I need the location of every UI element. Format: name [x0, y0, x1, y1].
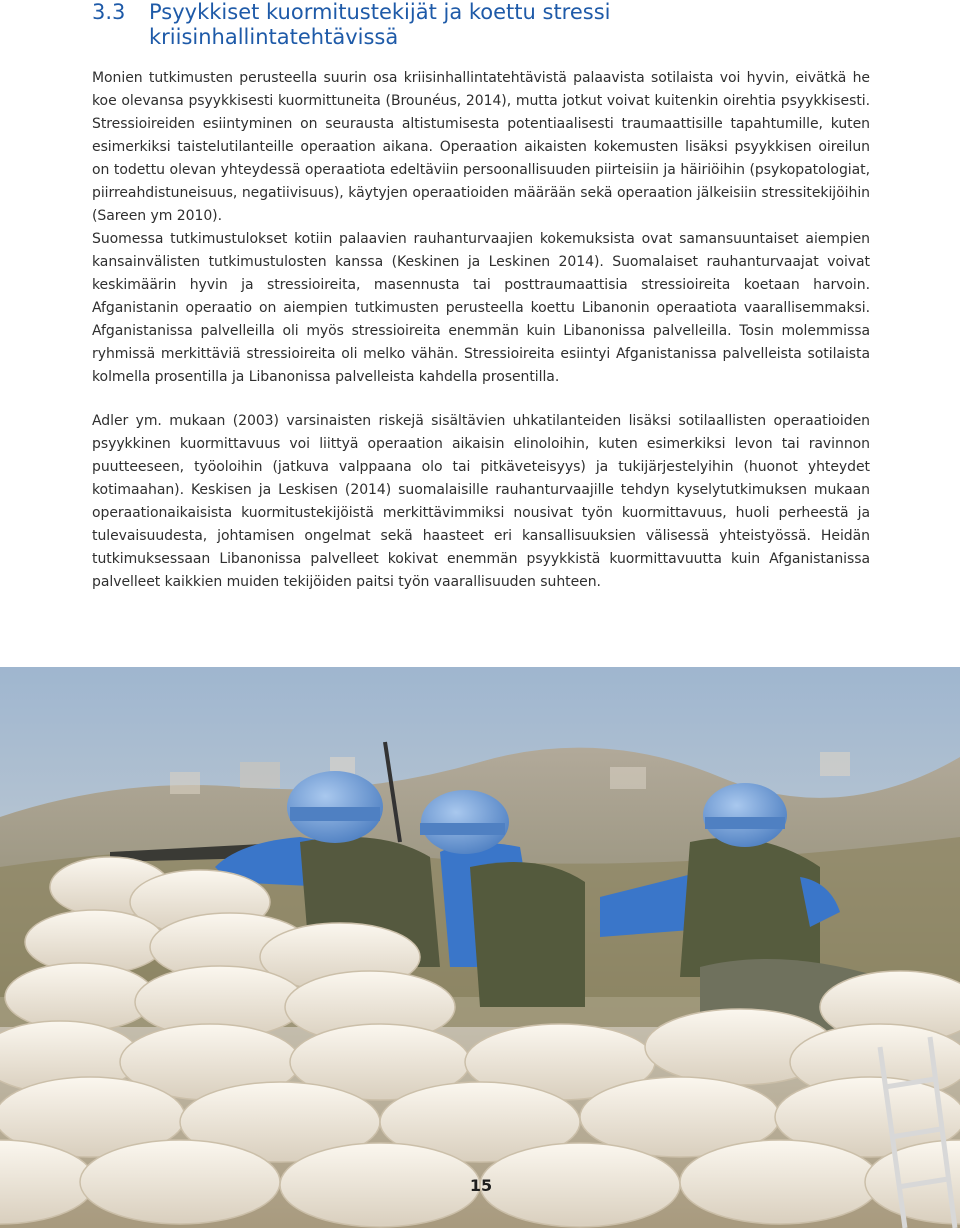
- body-paragraph-3: Adler ym. mukaan (2003) varsinaisten riskejä sisältävien uhkatilanteiden lisäksi sotilaallisten operaatioiden psyykkinen kuormittavuus voi liittyä operaation aikaisin elinoloihin, kuten esimerkiksi levon tai ravinnon puutteeseen, työoloihin (jatkuva valppaana olo tai pitkäveteisyys) ja tukijärjestelyihin (huonot yhteydet kotimaahan). Keskisen ja Leskisen (2014) suomalaisille rauhanturvaajille tehdyn kyselytutkimuksen mukaan operaationaikaisista kuormitustekijöistä merkittävimmiksi nousivat työn kuormittavuus, huoli perheestä ja tulevaisuudesta, johtamisen ongelmat sekä haasteet eri kansallisuuksien välisessä yhteistyössä. Heidän tutkimuksessaan Libanonissa palvelleet kokivat enemmän psyykkistä kuormittavuutta kuin Afganistanissa palvelleet kaikkien muiden tekijöiden paitsi työn vaarallisuuden suhteen.: [92, 413, 870, 590]
- section-number: 3.3: [92, 0, 126, 24]
- section-title-line2: kriisinhallintatehtävissä: [149, 25, 399, 49]
- body-paragraph-1: Monien tutkimusten perusteella suurin osa kriisinhallintatehtävistä palaavista sotilaista voi hyvin, eivätkä he koe olevansa psyykkisesti kuormittuneita (Brounéus, 2014), mutta jotkut voivat kuitenkin oirehtia psyykkisesti. Stressioireiden esiintyminen on seurausta altistumisesta potentiaalisesti traumaattisille tapahtumille, kuten esimerkiksi taistelutilanteille operaation aikana. Operaation aikaisten kokemusten lisäksi psyykkisen oireilun on todettu olevan yhteydessä operaatiota edeltäviin persoonallisuuden piirteisiin ja häiriöihin (psykopatologiat, piirreahdistuneisuus, negatiivisuus), käytyjen operaatioiden määrään sekä operaation jälkeisiin stressitekijöihin (Sareen ym 2010).: [92, 70, 870, 224]
- section-title-line1: Psyykkiset kuormitustekijät ja koettu stressi: [149, 0, 611, 24]
- helmet-2: [421, 790, 509, 854]
- peacekeepers-photo: [0, 667, 960, 1228]
- page-number: 15: [469, 1176, 493, 1195]
- photo-illustration: [0, 667, 960, 1228]
- body-paragraph-2: Suomessa tutkimustulokset kotiin palaavien rauhanturvaajien kokemuksista ovat samansuuntaiset aiempien kansainvälisten tutkimustulosten kanssa (Keskinen ja Leskinen 2014). Suomalaiset rauhanturvaajat voivat keskimäärin hyvin ja stressioireita, masennusta tai posttraumaattisia stressioireita koetaan harvoin. Afganistanin operaatio on aiempien tutkimusten perusteella koettu Libanonin operaatiota vaarallisemmaksi. Afganistanissa palvelleilla oli myös stressioireita enemmän kuin Libanonissa palvelleilla. Tosin molemmissa ryhmissä merkittäviä stressioireita oli melko vähän. Stressioireita esiintyi Afganistanissa palvelleista sotilaista kolmella prosentilla ja Libanonissa palvelleista kahdella prosentilla.: [92, 231, 870, 385]
- helmet-3: [703, 783, 787, 847]
